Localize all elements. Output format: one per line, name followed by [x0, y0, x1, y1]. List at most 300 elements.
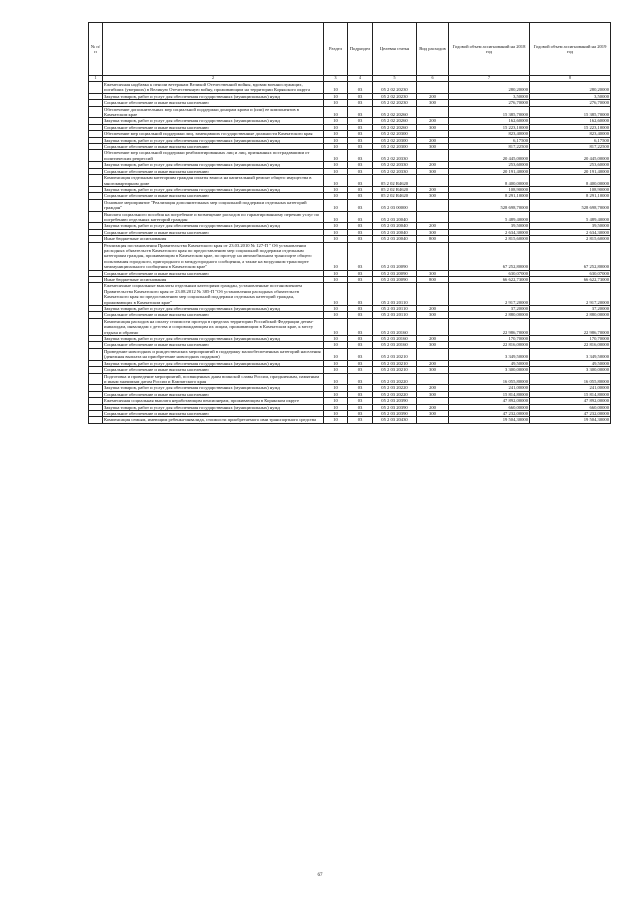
- row-amount-2018: 630,07000: [449, 270, 530, 276]
- row-description: Закупка товаров, работ и услуг для обеспечения государственных (муниципальных) нужд: [103, 118, 324, 124]
- row-description: Иные бюджетные ассигнования: [103, 277, 324, 283]
- row-razdel: 10: [324, 398, 348, 404]
- row-description: Обеспечение мер социальной поддержки лиц, замещавших государственные должности Камчатского края: [103, 131, 324, 137]
- row-razdel: 10: [324, 100, 348, 106]
- row-razdel: 10: [324, 137, 348, 143]
- row-amount-2019: 15 385,70000: [530, 106, 611, 118]
- row-description: Социальное обеспечение и иные выплаты населению: [103, 367, 324, 373]
- column-index: 8: [530, 76, 611, 82]
- row-podrazdel: 03: [348, 417, 373, 423]
- row-razdel: 10: [324, 223, 348, 229]
- row-razdel: 10: [324, 283, 348, 306]
- row-podrazdel: 03: [348, 312, 373, 318]
- row-razdel: 10: [324, 318, 348, 335]
- row-razdel: 10: [324, 373, 348, 385]
- row-description: Ежемесячная надбавка к пенсии ветеранам Великой Отечественной войны, вдовам военнослужащих, погибших (умерших) в Великую Отечественную войну, проживающим на территории Корякского округа: [103, 82, 324, 94]
- row-razdel: 10: [324, 391, 348, 397]
- row-amount-2019: 8 400,00000: [530, 175, 611, 187]
- row-amount-2018: 15 814,80000: [449, 391, 530, 397]
- row-description: Закупка товаров, работ и услуг для обеспечения государственных (муниципальных) нужд: [103, 306, 324, 312]
- row-amount-2018: 8 400,00000: [449, 175, 530, 187]
- row-podrazdel: 03: [348, 168, 373, 174]
- row-description: Выплата социального пособия на погребение и возмещение расходов по гарантированному перечню услуг по погребению отдельных категорий граждан: [103, 211, 324, 223]
- row-podrazdel: 03: [348, 385, 373, 391]
- row-razdel: 10: [324, 106, 348, 118]
- row-podrazdel: 03: [348, 193, 373, 199]
- row-podrazdel: 03: [348, 342, 373, 348]
- row-target-article: 05 2 03 20160: [373, 336, 417, 342]
- row-podrazdel: 03: [348, 199, 373, 211]
- row-amount-2018: 49,50000: [449, 360, 530, 366]
- row-description: Закупка товаров, работ и услуг для обеспечения государственных (муниципальных) нужд: [103, 404, 324, 410]
- row-amount-2019: 2 880,00000: [530, 312, 611, 318]
- row-description: Социальное обеспечение и иные выплаты населению: [103, 342, 324, 348]
- row-amount-2019: 162,60000: [530, 118, 611, 124]
- row-amount-2018: 108,90000: [449, 186, 530, 192]
- row-podrazdel: 03: [348, 229, 373, 235]
- row-amount-2018: 2 815,60000: [449, 236, 530, 242]
- row-amount-2019: 15 814,80000: [530, 391, 611, 397]
- row-amount-2018: 20 445,00000: [449, 150, 530, 162]
- row-amount-2019: 20 445,00000: [530, 150, 611, 162]
- row-number: [89, 348, 103, 360]
- row-description: Проведение новогодних и рождественских мероприятий в поддержку малообеспеченных категорий населения (денежная выплата на приобретение новогодних подарков): [103, 348, 324, 360]
- row-razdel: 10: [324, 168, 348, 174]
- row-expense-type: 200: [417, 404, 449, 410]
- row-expense-type: 300: [417, 270, 449, 276]
- row-razdel: 10: [324, 144, 348, 150]
- table-row: [89, 417, 611, 423]
- row-amount-2018: 2 634,30000: [449, 229, 530, 235]
- row-amount-2019: 660,00000: [530, 404, 611, 410]
- row-amount-2019: 2 917,20000: [530, 283, 611, 306]
- row-amount-2019: 108,90000: [530, 186, 611, 192]
- column-index: 6: [417, 76, 449, 82]
- row-amount-2019: 20 191,40000: [530, 168, 611, 174]
- row-podrazdel: 03: [348, 106, 373, 118]
- row-razdel: 10: [324, 367, 348, 373]
- row-description: Социальное обеспечение и иные выплаты населению: [103, 410, 324, 416]
- row-razdel: 10: [324, 417, 348, 423]
- row-description: Социальное обеспечение и иные выплаты населению: [103, 312, 324, 318]
- row-razdel: 10: [324, 124, 348, 130]
- row-podrazdel: 03: [348, 175, 373, 187]
- row-amount-2018: 6,17500: [449, 137, 530, 143]
- row-amount-2018: 253,60000: [449, 162, 530, 168]
- row-amount-2018: 528 698,70000: [449, 199, 530, 211]
- row-expense-type: 200: [417, 186, 449, 192]
- row-expense-type: 300: [417, 410, 449, 416]
- row-target-article: 05 2 02 20260: [373, 106, 417, 118]
- row-amount-2018: 5 489,40000: [449, 211, 530, 223]
- row-amount-2019: 276,70000: [530, 100, 611, 106]
- row-amount-2018: 280,20000: [449, 82, 530, 94]
- row-target-article: 05 2 03 20160: [373, 318, 417, 335]
- table-row: [89, 348, 611, 360]
- row-razdel: 10: [324, 277, 348, 283]
- row-target-article: 05 2 03 20390: [373, 404, 417, 410]
- row-target-article: 05 2 03 20220: [373, 391, 417, 397]
- row-description: Социальное обеспечение и иные выплаты населению: [103, 391, 324, 397]
- row-description: Социальное обеспечение и иные выплаты населению: [103, 168, 324, 174]
- row-podrazdel: 03: [348, 150, 373, 162]
- row-amount-2019: 16 055,80000: [530, 373, 611, 385]
- header-cell: Раздел: [324, 23, 348, 76]
- row-razdel: 10: [324, 236, 348, 242]
- budget-table: [88, 22, 611, 424]
- row-expense-type: 800: [417, 277, 449, 283]
- row-description: Социальное обеспечение и иные выплаты населению: [103, 229, 324, 235]
- row-description: Компенсация отдельным категориям граждан оплаты взноса на капитальный ремонт общего имущества в многоквартирном доме: [103, 175, 324, 187]
- row-amount-2018: 47 892,00000: [449, 398, 530, 404]
- row-expense-type: 200: [417, 385, 449, 391]
- row-expense-type: 200: [417, 336, 449, 342]
- row-description: Компенсация семьям, имеющим ребенка-инвалида, стоимости приобретаемого ими транспортного средства: [103, 417, 324, 423]
- row-description: Основное мероприятие "Реализация дополнительных мер социальной поддержки отдельных категорий граждан": [103, 199, 324, 211]
- row-razdel: 10: [324, 186, 348, 192]
- row-expense-type: 200: [417, 306, 449, 312]
- table-body: [89, 82, 611, 424]
- row-target-article: 05 2 03 20090: [373, 277, 417, 283]
- row-expense-type: 300: [417, 144, 449, 150]
- row-expense-type: [417, 199, 449, 211]
- row-target-article: 05 2 03 20390: [373, 398, 417, 404]
- row-description: Социальное обеспечение и иные выплаты населению: [103, 124, 324, 130]
- row-razdel: 10: [324, 242, 348, 270]
- header-cell: Вид расходов: [417, 23, 449, 76]
- row-amount-2018: 16 055,80000: [449, 373, 530, 385]
- row-amount-2019: 39,50000: [530, 223, 611, 229]
- row-expense-type: [417, 283, 449, 306]
- table-row: [89, 211, 611, 223]
- row-razdel: 10: [324, 118, 348, 124]
- row-razdel: 10: [324, 199, 348, 211]
- row-amount-2018: 3 300,00000: [449, 367, 530, 373]
- row-razdel: 10: [324, 229, 348, 235]
- row-target-article: 05 2 02 20300: [373, 137, 417, 143]
- row-expense-type: [417, 417, 449, 423]
- row-expense-type: 200: [417, 93, 449, 99]
- row-target-article: 05 2 02 20260: [373, 124, 417, 130]
- row-amount-2019: 253,60000: [530, 162, 611, 168]
- row-razdel: 10: [324, 342, 348, 348]
- row-target-article: 05 2 03 20390: [373, 410, 417, 416]
- table-row: [89, 318, 611, 335]
- row-number: [89, 211, 103, 223]
- row-description: Закупка товаров, работ и услуг для обеспечения государственных (муниципальных) нужд: [103, 186, 324, 192]
- page-number: 67: [317, 873, 323, 878]
- row-number: [89, 283, 103, 306]
- row-razdel: 10: [324, 348, 348, 360]
- row-amount-2018: 823,40000: [449, 131, 530, 137]
- row-amount-2019: 8 291,10000: [530, 193, 611, 199]
- row-number: [89, 373, 103, 385]
- row-razdel: 10: [324, 336, 348, 342]
- row-target-article: 05 2 02 R4620: [373, 193, 417, 199]
- row-amount-2019: 22 986,70000: [530, 318, 611, 335]
- table-row: [89, 199, 611, 211]
- row-amount-2018: 22 816,00000: [449, 342, 530, 348]
- row-podrazdel: 03: [348, 124, 373, 130]
- column-index: 4: [348, 76, 373, 82]
- row-description: Закупка товаров, работ и услуг для обеспечения государственных (муниципальных) нужд: [103, 385, 324, 391]
- row-amount-2018: 39,50000: [449, 223, 530, 229]
- row-razdel: 10: [324, 360, 348, 366]
- row-number: [89, 199, 103, 211]
- row-podrazdel: 03: [348, 336, 373, 342]
- row-amount-2018: 67 252,80000: [449, 242, 530, 270]
- row-podrazdel: 03: [348, 367, 373, 373]
- row-podrazdel: 03: [348, 131, 373, 137]
- row-amount-2019: 280,20000: [530, 82, 611, 94]
- row-target-article: 05 2 03 20220: [373, 385, 417, 391]
- row-amount-2019: 67 252,80000: [530, 242, 611, 270]
- row-target-article: 05 2 02 20230: [373, 82, 417, 94]
- row-expense-type: [417, 318, 449, 335]
- row-expense-type: 300: [417, 229, 449, 235]
- row-target-article: 05 2 03 20040: [373, 229, 417, 235]
- row-podrazdel: 03: [348, 373, 373, 385]
- row-description: Закупка товаров, работ и услуг для обеспечения государственных (муниципальных) нужд: [103, 162, 324, 168]
- row-description: Закупка товаров, работ и услуг для обеспечения государственных (муниципальных) нужд: [103, 336, 324, 342]
- row-amount-2018: 3 349,50000: [449, 348, 530, 360]
- row-description: Закупка товаров, работ и услуг для обеспечения государственных (муниципальных) нужд: [103, 360, 324, 366]
- row-expense-type: 300: [417, 168, 449, 174]
- row-podrazdel: 03: [348, 118, 373, 124]
- column-index: 2: [103, 76, 324, 82]
- row-expense-type: 800: [417, 236, 449, 242]
- header-cell: Подраздел: [348, 23, 373, 76]
- row-target-article: 05 2 03 20090: [373, 270, 417, 276]
- row-expense-type: 200: [417, 137, 449, 143]
- row-number: [89, 106, 103, 118]
- row-target-article: 05 2 03 20430: [373, 417, 417, 423]
- row-amount-2018: 8 291,10000: [449, 193, 530, 199]
- row-description: Иные бюджетные ассигнования: [103, 236, 324, 242]
- row-podrazdel: 03: [348, 348, 373, 360]
- row-target-article: 05 2 02 20230: [373, 100, 417, 106]
- row-razdel: 10: [324, 175, 348, 187]
- row-razdel: 10: [324, 93, 348, 99]
- row-expense-type: 200: [417, 162, 449, 168]
- row-target-article: 05 2 03 20220: [373, 373, 417, 385]
- header-cell: Целевая статья: [373, 23, 417, 76]
- row-podrazdel: 03: [348, 162, 373, 168]
- row-podrazdel: 03: [348, 360, 373, 366]
- row-amount-2018: 15 385,70000: [449, 106, 530, 118]
- row-podrazdel: 03: [348, 100, 373, 106]
- table-row: [89, 82, 611, 94]
- row-amount-2019: 37,20000: [530, 306, 611, 312]
- row-razdel: 10: [324, 82, 348, 94]
- row-amount-2019: 2 634,30000: [530, 229, 611, 235]
- row-expense-type: 300: [417, 367, 449, 373]
- row-expense-type: [417, 373, 449, 385]
- row-podrazdel: 03: [348, 144, 373, 150]
- row-description: Обеспечение мер социальной поддержки реабилитированных лиц и лиц, признанных пострадавшими от политических репрессий: [103, 150, 324, 162]
- table-row: [89, 283, 611, 306]
- row-amount-2018: 3,50000: [449, 93, 530, 99]
- row-amount-2019: 15 223,10000: [530, 124, 611, 130]
- row-target-article: 05 2 02 20230: [373, 93, 417, 99]
- row-razdel: 10: [324, 385, 348, 391]
- row-amount-2018: 241,00000: [449, 385, 530, 391]
- row-podrazdel: 03: [348, 186, 373, 192]
- row-description: Социальное обеспечение и иные выплаты населению: [103, 193, 324, 199]
- header-cell: Годовой объем ассигнований на 2018 год: [449, 23, 530, 76]
- row-amount-2019: 6,17500: [530, 137, 611, 143]
- row-razdel: 10: [324, 312, 348, 318]
- row-expense-type: 300: [417, 391, 449, 397]
- row-podrazdel: 03: [348, 318, 373, 335]
- column-index: 7: [449, 76, 530, 82]
- row-podrazdel: 03: [348, 93, 373, 99]
- row-amount-2018: 15 223,10000: [449, 124, 530, 130]
- row-expense-type: 300: [417, 312, 449, 318]
- row-expense-type: [417, 150, 449, 162]
- row-amount-2018: 20 191,40000: [449, 168, 530, 174]
- row-expense-type: [417, 242, 449, 270]
- row-number: [89, 150, 103, 162]
- row-target-article: 05 2 03 20040: [373, 223, 417, 229]
- row-expense-type: [417, 348, 449, 360]
- row-amount-2018: 170,70000: [449, 336, 530, 342]
- row-expense-type: 300: [417, 342, 449, 348]
- row-podrazdel: 03: [348, 242, 373, 270]
- row-expense-type: 300: [417, 100, 449, 106]
- row-description: Обеспечение дополнительных мер социальной поддержки донорам крови и (или) ее компонентов в Камчатском крае: [103, 106, 324, 118]
- row-target-article: 05 2 02 R4620: [373, 175, 417, 187]
- table-row: [89, 373, 611, 385]
- row-razdel: 10: [324, 131, 348, 137]
- row-amount-2018: 22 986,70000: [449, 318, 530, 335]
- row-amount-2019: 630,07000: [530, 270, 611, 276]
- row-podrazdel: 03: [348, 283, 373, 306]
- row-target-article: 05 2 03 20040: [373, 211, 417, 223]
- row-podrazdel: 03: [348, 391, 373, 397]
- row-podrazdel: 03: [348, 223, 373, 229]
- document-page: [88, 22, 610, 424]
- row-target-article: 05 2 02 20300: [373, 131, 417, 137]
- row-amount-2018: 2 880,00000: [449, 312, 530, 318]
- row-target-article: 05 2 03 00000: [373, 199, 417, 211]
- row-amount-2018: 276,70000: [449, 100, 530, 106]
- row-expense-type: 300: [417, 193, 449, 199]
- row-description: Закупка товаров, работ и услуг для обеспечения государственных (муниципальных) нужд: [103, 93, 324, 99]
- row-expense-type: [417, 211, 449, 223]
- row-target-article: 05 2 02 20300: [373, 144, 417, 150]
- row-target-article: 05 2 03 20040: [373, 236, 417, 242]
- row-razdel: 10: [324, 193, 348, 199]
- row-podrazdel: 03: [348, 137, 373, 143]
- row-amount-2018: 19 504,30000: [449, 417, 530, 423]
- row-amount-2019: 241,00000: [530, 385, 611, 391]
- row-amount-2018: 66 622,73000: [449, 277, 530, 283]
- table-row: [89, 175, 611, 187]
- row-amount-2019: 5 489,40000: [530, 211, 611, 223]
- row-number: [89, 417, 103, 423]
- column-index: 1: [89, 76, 103, 82]
- row-amount-2019: 66 622,73000: [530, 277, 611, 283]
- row-amount-2019: 47 232,00000: [530, 410, 611, 416]
- row-expense-type: 200: [417, 118, 449, 124]
- row-amount-2019: 22 816,00000: [530, 342, 611, 348]
- row-razdel: 10: [324, 306, 348, 312]
- row-podrazdel: 03: [348, 270, 373, 276]
- row-amount-2018: 817,22500: [449, 144, 530, 150]
- row-amount-2018: 47 232,00000: [449, 410, 530, 416]
- table-row: [89, 150, 611, 162]
- row-podrazdel: 03: [348, 306, 373, 312]
- row-target-article: 05 2 03 20210: [373, 348, 417, 360]
- row-description: Закупка товаров, работ и услуг для обеспечения государственных (муниципальных) нужд: [103, 223, 324, 229]
- row-amount-2019: 3,50000: [530, 93, 611, 99]
- row-amount-2019: 823,40000: [530, 131, 611, 137]
- row-target-article: 05 2 02 20330: [373, 168, 417, 174]
- row-description: Ежемесячные социальные выплаты отдельным категориям граждан, установленные постановлением Правительства Камчатского края от 23.08.2012 № 385-П "Об установлении расходных обязательств Камчатского края по предоставлению мер социальной поддержки отдельных категорий граждан, проживающих в Камчатском крае": [103, 283, 324, 306]
- row-number: [89, 82, 103, 94]
- row-description: Закупка товаров, работ и услуг для обеспечения государственных (муниципальных) нужд: [103, 137, 324, 143]
- row-amount-2018: 2 917,20000: [449, 283, 530, 306]
- row-amount-2019: 528 698,70000: [530, 199, 611, 211]
- row-amount-2019: 170,70000: [530, 336, 611, 342]
- row-target-article: 05 2 02 R4620: [373, 186, 417, 192]
- row-razdel: 10: [324, 404, 348, 410]
- row-razdel: 10: [324, 211, 348, 223]
- row-target-article: 05 2 03 20160: [373, 342, 417, 348]
- row-razdel: 10: [324, 150, 348, 162]
- row-podrazdel: 03: [348, 404, 373, 410]
- row-amount-2019: 3 300,00000: [530, 367, 611, 373]
- row-podrazdel: 03: [348, 211, 373, 223]
- column-index: 5: [373, 76, 417, 82]
- row-expense-type: 200: [417, 360, 449, 366]
- row-number: [89, 175, 103, 187]
- row-amount-2019: 47 892,00000: [530, 398, 611, 404]
- row-description: Ежемесячная социальная выплата неработающим пенсионерам, проживающим в Корякском округе: [103, 398, 324, 404]
- row-podrazdel: 03: [348, 277, 373, 283]
- row-expense-type: 300: [417, 124, 449, 130]
- row-number: [89, 242, 103, 270]
- row-description: Социальное обеспечение и иные выплаты населению: [103, 144, 324, 150]
- row-podrazdel: 03: [348, 398, 373, 404]
- row-razdel: 10: [324, 410, 348, 416]
- row-target-article: 05 2 02 20330: [373, 150, 417, 162]
- table-row: [89, 242, 611, 270]
- row-number: [89, 318, 103, 335]
- row-target-article: 05 2 03 20110: [373, 306, 417, 312]
- row-expense-type: [417, 106, 449, 118]
- row-description: Социальное обеспечение и иные выплаты населению: [103, 100, 324, 106]
- row-amount-2019: 2 815,60000: [530, 236, 611, 242]
- row-description: Реализация постановления Правительства Камчатского края от 23.03.2010 № 127-П " Об установлении расходных обязательств Камчатского края по предоставлению мер социальной поддержки отдельным категориям граждан, проживающим в Камчатском крае, по проезду на автомобильном транспорте общего пользования городского, пригородного и междугородного сообщения, а также на воздушном транспорте межмуниципального сообщения в Камчатском крае": [103, 242, 324, 270]
- row-description: Социальное обеспечение и иные выплаты населению: [103, 270, 324, 276]
- row-target-article: 05 2 02 20330: [373, 162, 417, 168]
- header-cell: [103, 23, 324, 76]
- row-amount-2018: 162,60000: [449, 118, 530, 124]
- row-target-article: 05 2 02 20260: [373, 118, 417, 124]
- row-expense-type: 200: [417, 223, 449, 229]
- row-amount-2018: 660,00000: [449, 404, 530, 410]
- row-amount-2019: 49,50000: [530, 360, 611, 366]
- row-target-article: 05 2 03 20110: [373, 312, 417, 318]
- column-index: 3: [324, 76, 348, 82]
- row-podrazdel: 03: [348, 410, 373, 416]
- row-podrazdel: 03: [348, 236, 373, 242]
- row-description: Подготовка и проведение мероприятий, посвященных дням воинской славы России, праздничным, памятным и иным значимым датам России и Камчатского края: [103, 373, 324, 385]
- row-amount-2018: 37,20000: [449, 306, 530, 312]
- row-razdel: 10: [324, 162, 348, 168]
